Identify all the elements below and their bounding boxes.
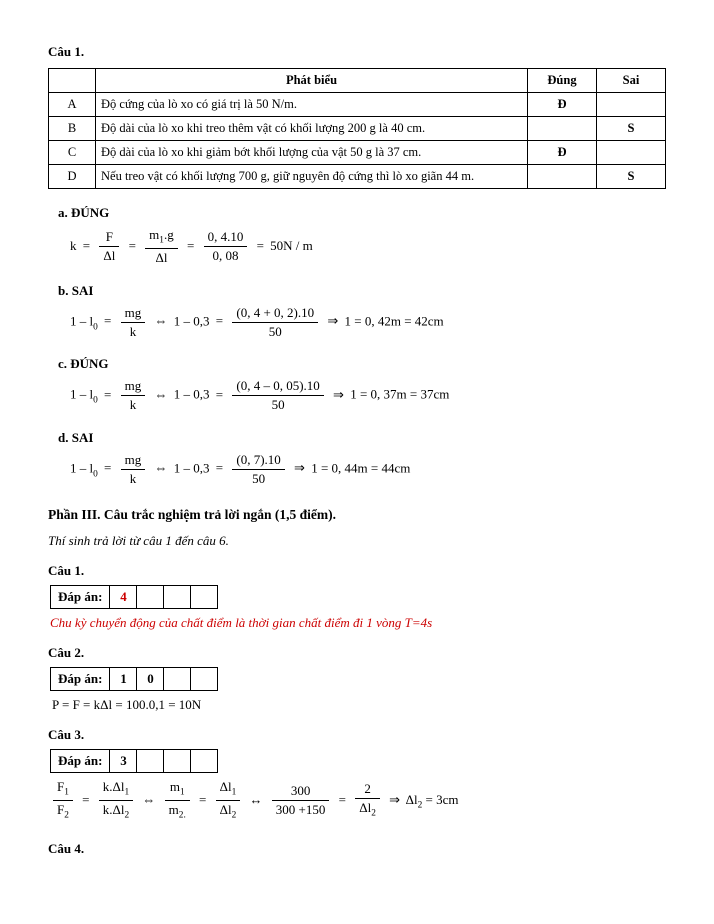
- section-note: Thí sinh trả lời từ câu 1 đến câu 6.: [48, 533, 229, 549]
- frac-mg-over-k: [121, 378, 146, 414]
- formula-d-lead-sub: 0: [93, 468, 98, 479]
- frac-f-over-dl: [99, 229, 119, 265]
- frac-num: $k.\Delta l_1$: [99, 779, 133, 801]
- frac-numeric: [232, 378, 323, 414]
- row-key-b: B: [49, 117, 96, 141]
- answer-cell-3-4[interactable]: [191, 750, 218, 773]
- row-sai-d: S: [597, 165, 666, 189]
- frac-den: $\Delta l_2$: [219, 802, 237, 821]
- frac-den: $m_{2.}$: [168, 802, 186, 821]
- question-label-1: Câu 1.: [48, 563, 85, 579]
- formula-c: $1 - l_0$ = $\frac{mg}{k}$ ⇔ 1 – 0,3 = $\frac{(0, 4 - 0, 05).10}{50}$ ⇒ 1 = 0, 37m = 37cm: [70, 378, 450, 413]
- row-statement-c: Độ dài của lò xo khi giảm bớt khối lượng của vật 50 g là 37 cm.: [96, 141, 528, 165]
- frac-mg-over-k: [121, 305, 146, 341]
- table-row: [49, 165, 666, 189]
- header-sai: Sai: [597, 69, 666, 93]
- answer-cell-3-2[interactable]: [137, 750, 164, 773]
- row-sai-c: [597, 141, 666, 165]
- frac-num: mg: [121, 378, 146, 396]
- frac-den: k: [129, 397, 137, 413]
- answer-cell-1-2[interactable]: [137, 586, 164, 609]
- formula-c-lead-sub: 0: [93, 395, 98, 406]
- answer-cell-1-3[interactable]: [164, 586, 191, 609]
- answer-box-row: [51, 750, 218, 773]
- formula-d-result: 1 = 0, 44m = 44cm: [311, 460, 411, 476]
- frac-kdl1-over-kdl2: [99, 779, 133, 823]
- table-header-row: [49, 69, 666, 93]
- answer-heading-d: d. SAI: [58, 429, 94, 445]
- answer-heading-c: c. ĐÚNG: [58, 356, 109, 372]
- formula-b: $1 - l_0$ = $\frac{mg}{k}$ ⇔ 1 – 0,3 = $\frac{(0, 4 + 0, 2).10}{50}$ ⇒ 1 = 0, 42m = 42cm: [70, 304, 444, 339]
- frac-num: $m_1.g$: [145, 227, 178, 249]
- frac-num: F: [99, 229, 119, 247]
- table-row: [49, 93, 666, 117]
- formula-d-mid: 1 – 0,3: [173, 460, 210, 476]
- frac-numeric: [232, 305, 318, 341]
- row-dung-d: [528, 165, 597, 189]
- frac-f1-over-f2: [53, 779, 73, 823]
- frac-num: $m_1$: [165, 779, 190, 801]
- answer-cell-3-1[interactable]: 3: [110, 750, 137, 773]
- answer-label-2: Đáp án:: [51, 668, 110, 691]
- frac-den: 50: [271, 397, 285, 413]
- row-statement-d: Nếu treo vật có khối lượng 700 g, giữ nguyên độ cứng thì lò xo giãn 44 m.: [96, 165, 528, 189]
- formula-q3-result: $\Delta l_2 = 3cm$: [405, 791, 459, 811]
- answer-label-3: Đáp án:: [51, 750, 110, 773]
- answer-box-row: [51, 668, 218, 691]
- frac-den: Δl: [155, 250, 168, 266]
- frac-num: $F_1$: [53, 779, 73, 801]
- frac-den: 50: [252, 470, 266, 486]
- frac-num: 300: [272, 783, 330, 801]
- frac-num: (0, 7).10: [232, 452, 284, 470]
- formula-b-lead: 1 – l: [70, 313, 94, 329]
- row-dung-a: Đ: [528, 93, 597, 117]
- frac-mg-over-k: [121, 452, 146, 488]
- answer-cell-1-1[interactable]: 4: [110, 586, 137, 609]
- header-statement: Phát biểu: [96, 69, 528, 93]
- frac-den: $F_2$: [57, 802, 69, 821]
- frac-300-over-450: [272, 783, 330, 819]
- formula-q3: $\frac{F_1}{F_2}$ = $\frac{k.\Delta l_1}{k.\Delta l_2}$ ⇔ $\frac{m_1}{m_{2.}}$ = $\frac{\Delta l_1}{\Delta l_2}$ ↔ $\frac{300}{300 +150}$ = $\frac{2}{\Delta l_2}$ ⇒ $\Delta l_2 = 3cm$: [50, 779, 666, 823]
- frac-numeric: [204, 229, 248, 265]
- header-key: [49, 69, 96, 93]
- frac-numeric: [232, 452, 284, 488]
- answer-heading-a: a. ĐÚNG: [58, 205, 110, 220]
- row-statement-b: Độ dài của lò xo khi treo thêm vật có khối lượng 200 g là 40 cm.: [96, 117, 528, 141]
- answer-cell-2-1[interactable]: 1: [110, 668, 137, 691]
- row-dung-c: Đ: [528, 141, 597, 165]
- answer-box-3[interactable]: [50, 749, 218, 773]
- formula-a-lhs: k: [70, 237, 77, 253]
- formula-c-result: 1 = 0, 37m = 37cm: [350, 386, 450, 402]
- section-heading-part3: Phần III. Câu trắc nghiệm trả lời ngắn (1,5 điểm).: [48, 507, 336, 523]
- answer-cell-1-4[interactable]: [191, 586, 218, 609]
- frac-num: (0, 4 + 0, 2).10: [232, 305, 318, 323]
- answer-box-1[interactable]: [50, 585, 218, 609]
- formula-b-lead-sub: 0: [93, 321, 98, 332]
- table-row: [49, 141, 666, 165]
- answer-box-row: [51, 586, 218, 609]
- answer-heading-b: b. SAI: [58, 282, 94, 298]
- frac-den: k: [129, 470, 137, 486]
- frac-den: Δl: [103, 248, 116, 264]
- frac-num: mg: [121, 305, 146, 323]
- row-sai-b: S: [597, 117, 666, 141]
- formula-c-mid: 1 – 0,3: [173, 386, 210, 402]
- question-label-3: Câu 3.: [48, 727, 85, 743]
- row-dung-b: [528, 117, 597, 141]
- answer-cell-3-3[interactable]: [164, 750, 191, 773]
- table-row: [49, 117, 666, 141]
- frac-dl1-over-dl2: [216, 779, 241, 823]
- explanation-1: Chu kỳ chuyển động của chất điểm là thời gian chất điểm đi 1 vòng T=4s: [50, 615, 433, 631]
- formula-d: $1 - l_0$ = $\frac{mg}{k}$ ⇔ 1 – 0,3 = $\frac{(0, 7).10}{50}$ ⇒ 1 = 0, 44m = 44cm: [70, 451, 411, 486]
- frac-num: 2: [355, 781, 380, 799]
- formula-a-result: 50N / m: [270, 237, 313, 253]
- formula-d-lead: 1 – l: [70, 460, 94, 476]
- row-key-a: A: [49, 93, 96, 117]
- answer-cell-2-3[interactable]: [164, 668, 191, 691]
- answer-cell-2-2[interactable]: 0: [137, 668, 164, 691]
- frac-den: 300 +150: [275, 802, 326, 818]
- frac-num: 0, 4.10: [204, 229, 248, 247]
- explanation-2: P = F = kΔl = 100.0,1 = 10N: [52, 697, 202, 713]
- question-label-4: Câu 4.: [48, 840, 85, 856]
- statement-table: [48, 68, 666, 189]
- row-key-d: D: [49, 165, 96, 189]
- frac-den: $\Delta l_2$: [359, 800, 376, 819]
- frac-num: (0, 4 – 0, 05).10: [232, 378, 323, 396]
- answer-cell-2-4[interactable]: [191, 668, 218, 691]
- question-label-2: Câu 2.: [48, 645, 85, 661]
- row-key-c: C: [49, 141, 96, 165]
- frac-den: 50: [268, 323, 282, 339]
- formula-a: k = $\frac{F}{\Delta l}$ = $\frac{m_1.g}{\Delta l}$ = $\frac{0, 4.10}{0, 08}$ = 50N / m: [70, 227, 313, 266]
- frac-m1-over-m2: [165, 779, 190, 823]
- frac-num: mg: [121, 452, 146, 470]
- page-title: Câu 1.: [48, 44, 85, 59]
- frac-num: $\Delta l_1$: [216, 779, 241, 801]
- formula-b-result: 1 = 0, 42m = 42cm: [344, 313, 444, 329]
- answer-label-1: Đáp án:: [51, 586, 110, 609]
- frac-mg-over-dl: [145, 227, 178, 267]
- formula-c-lead: 1 – l: [70, 386, 94, 402]
- answer-box-2[interactable]: [50, 667, 218, 691]
- row-statement-a: Độ cứng của lò xo có giá trị là 50 N/m.: [96, 93, 528, 117]
- formula-b-mid: 1 – 0,3: [173, 313, 210, 329]
- frac-den: $k.\Delta l_2$: [102, 802, 130, 821]
- frac-2-over-dl2: [355, 781, 380, 821]
- row-sai-a: [597, 93, 666, 117]
- header-dung: Đúng: [528, 69, 597, 93]
- frac-den: 0, 08: [212, 248, 239, 264]
- frac-den: k: [129, 323, 137, 339]
